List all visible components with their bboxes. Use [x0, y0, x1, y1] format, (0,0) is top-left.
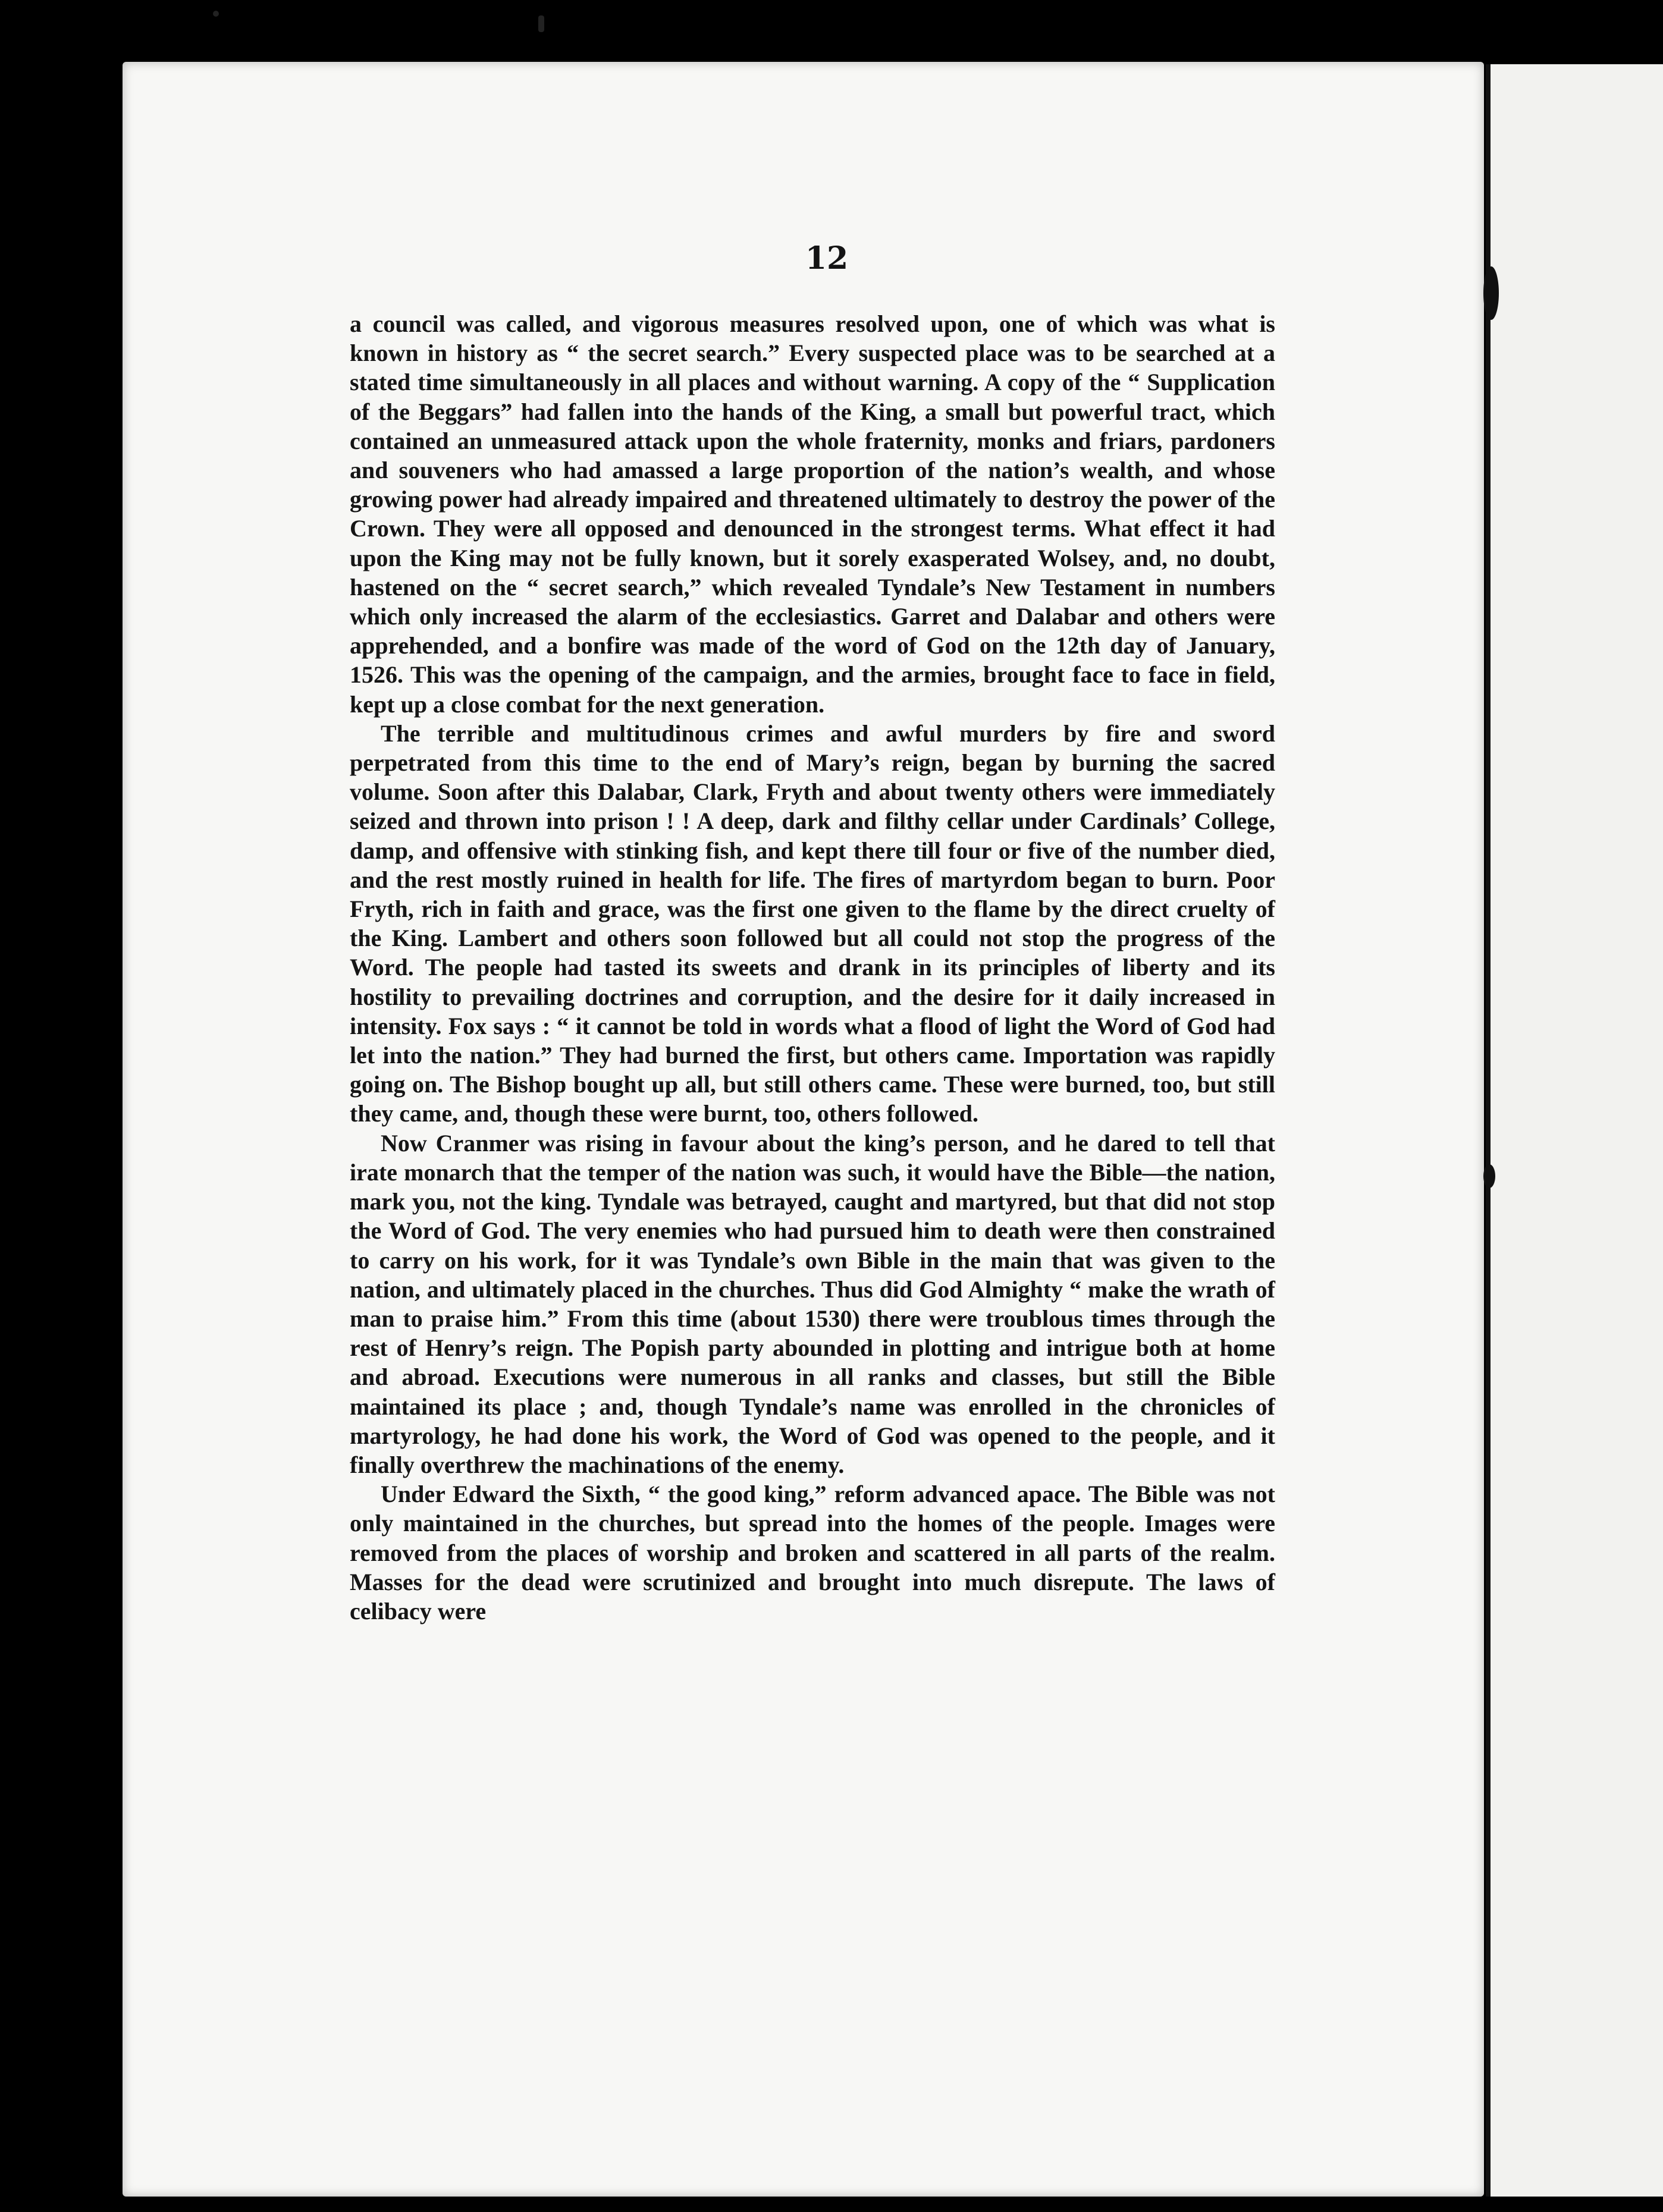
paragraph: Under Edward the Sixth, “ the good king,” reform advanced apace. The Bible was not only maintained in the churches, but spread into the homes of the people. Images were removed from the places of worship and broken and scattered in all parts of the realm. Masses for the dead were scrutinized and brought into much disrepute. The laws of celibacy were — [350, 1481, 1275, 1625]
paragraph: Now Cranmer was rising in favour about the king’s person, and he dared to tell that irate monarch that the temper of the nation was such, it would have the Bible—the nation, mark you, not the king. Tyndale was betrayed, caught and martyred, but that did not stop the Word of God. The very enemies who had pursued him to death were then constrained to carry on his work, for it was Tyndale’s own Bible in the main that was given to the nation, and ultimately placed in the churches. Thus did God Almighty “ make the wrath of man to praise him.” From this time (about 1530) there were troublous times through the rest of Henry’s reign. The Popish party abounded in plotting and intrigue both at home and abroad. Executions were numerous in all ranks and classes, but still the Bible maintained its place ; and, though Tyndale’s name was enrolled in the chronicles of martyrology, he had done his work, the Word of God was opened to the people, and it finally overthrew the machinations of the enemy. — [350, 1129, 1275, 1478]
page-number: 12 — [805, 240, 849, 276]
edge-binding-mark — [1483, 1164, 1495, 1188]
body-text — [350, 309, 1275, 1626]
edge-binding-mark — [1483, 266, 1499, 320]
scan-speck — [213, 11, 219, 17]
scan-speck — [538, 15, 544, 32]
adjacent-page-edge — [1486, 64, 1663, 2197]
paragraph: a council was called, and vigorous measures resolved upon, one of which was what is known in history as “ the secret search.” Every suspected place was to be searched at a stated time simultaneously in all places and without warning. A copy of the “ Supplication of the Beggars” had fallen into the hands of the King, a small but powerful tract, which contained an unmeasured attack upon the whole fraternity, monks and friars, pardoners and souveners who had amassed a large proportion of the nation’s wealth, and whose growing power had already impaired and threatened ultimately to destroy the power of the Crown. They were all opposed and denounced in the strongest terms. What effect it had upon the King may not be fully known, but it sorely exasperated Wolsey, and, no doubt, hastened on the “ secret search,” which revealed Tyndale’s New Testament in numbers which only increased the alarm of the ecclesiastics. Garret and Dalabar and others were apprehended, and a bonfire was made of the word of God on the 12th day of January, 1526. This was the opening of the campaign, and the armies, brought face to face in field, kept up a close combat for the next generation. — [350, 310, 1275, 718]
paragraph: The terrible and multitudinous crimes and awful murders by fire and sword perpetrated from this time to the end of Mary’s reign, began by burning the sacred volume. Soon after this Dalabar, Clark, Fryth and about twenty others were immediately seized and thrown into prison ! ! A deep, dark and filthy cellar under Cardinals’ College, damp, and offensive with stinking fish, and kept there till four or five of the number died, and the rest mostly ruined in health for life. The fires of martyrdom began to burn. Poor Fryth, rich in faith and grace, was the first one given to the flame by the direct cruelty of the King. Lambert and others soon followed but all could not stop the progress of the Word. The people had tasted its sweets and drank in its principles of liberty and its hostility to prevailing doctrines and corruption, and the desire for it daily increased in intensity. Fox says : “ it cannot be told in words what a flood of light the Word of God had let into the nation.” They had burned the first, but others came. Importation was rapidly going on. The Bishop bought up all, but still others came. These were burned, too, but still they came, and, though these were burnt, too, others followed. — [350, 719, 1275, 1127]
